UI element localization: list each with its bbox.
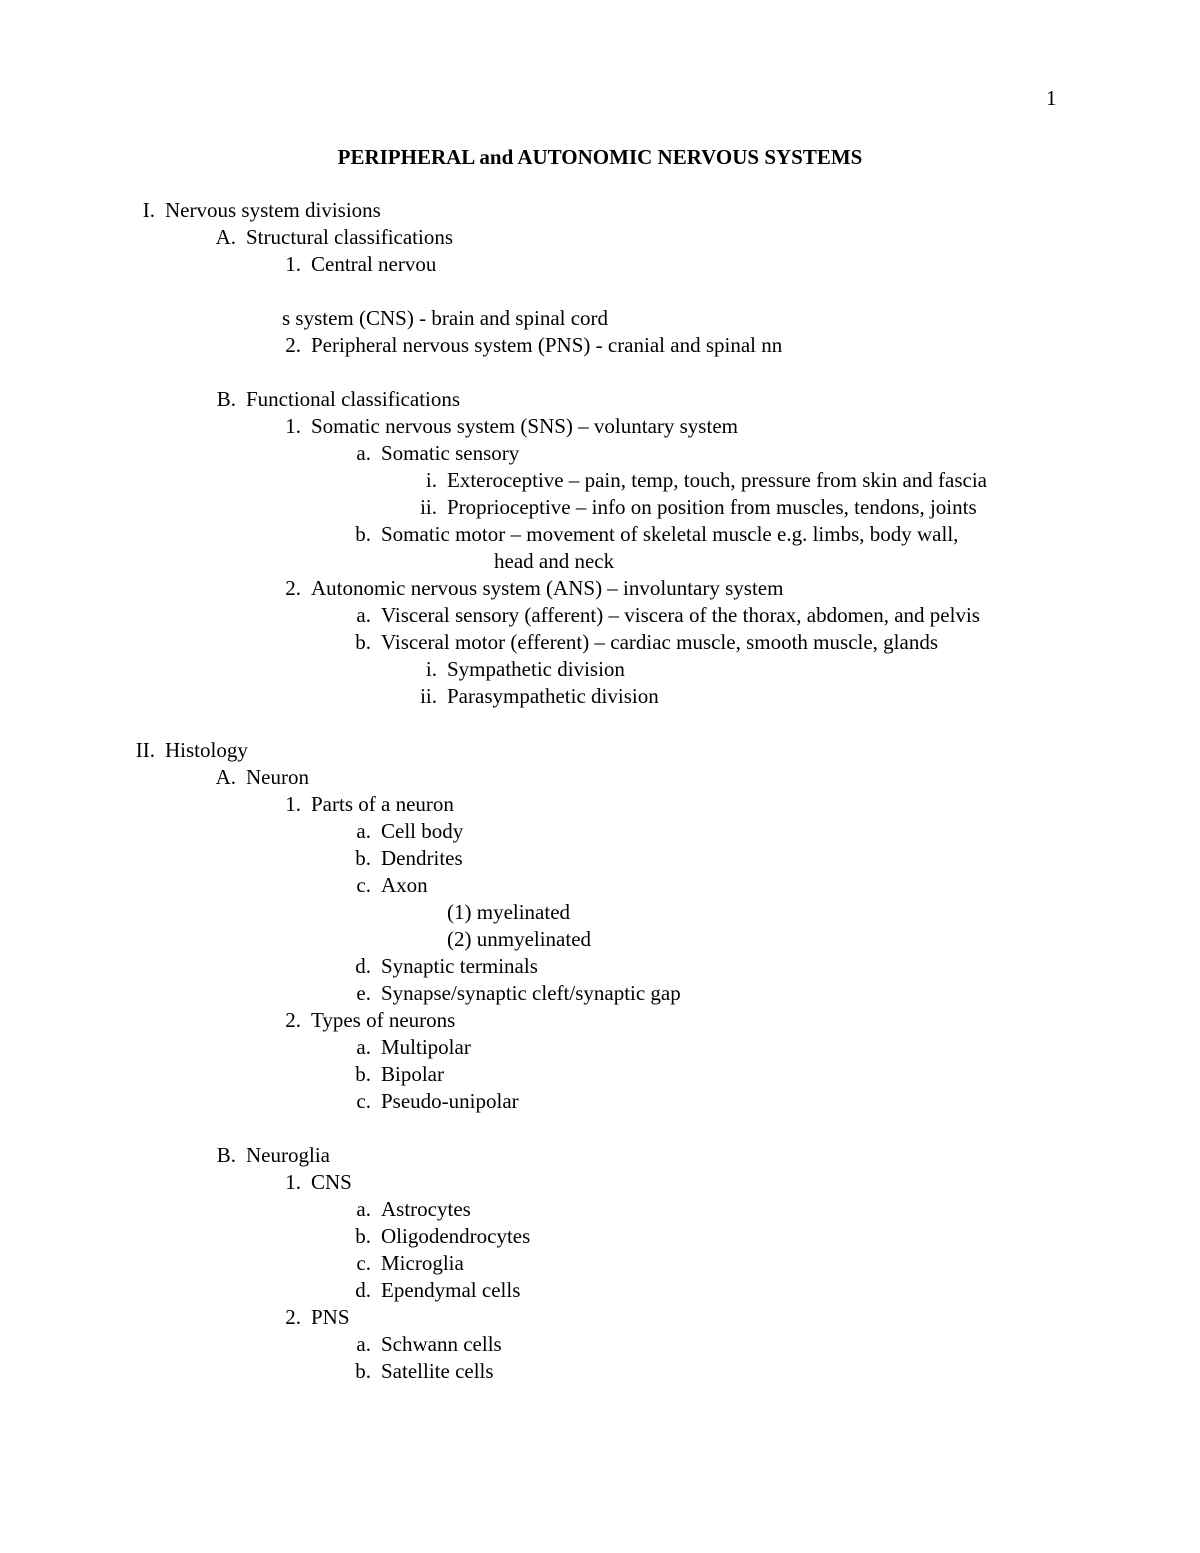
outline-marker: b. [355,1224,371,1248]
outline-line [283,575,783,602]
outline-line [353,629,938,656]
outline-line [353,602,980,629]
outline-line [412,467,987,494]
outline-marker: c. [356,873,371,897]
outline-marker: B. [216,1143,236,1167]
outline-line [353,1223,530,1250]
outline-text: Parts of a neuron [311,792,454,816]
outline-marker: b. [355,1359,371,1383]
outline-line [133,737,248,764]
outline-line [353,818,463,845]
outline-marker: d. [355,1278,371,1302]
outline-line [283,413,738,440]
outline-marker: 2. [285,1305,301,1329]
outline-text: PNS [311,1305,350,1329]
outline-line [283,1304,350,1331]
outline-text: Synaptic terminals [381,954,538,978]
outline-text: Types of neurons [311,1008,456,1032]
outline-line [283,332,782,359]
outline-marker: c. [356,1251,371,1275]
outline-marker: 2. [285,1008,301,1032]
outline-text: Axon [381,873,428,897]
outline-line [353,1358,494,1385]
outline-marker: II. [135,738,155,762]
outline-line [214,764,309,791]
outline-text: Pseudo-unipolar [381,1089,519,1113]
outline-text: Astrocytes [381,1197,471,1221]
outline-text: head and neck [494,549,615,573]
outline-marker: 1. [285,414,301,438]
outline-line [412,683,659,710]
outline-text: Nervous system divisions [165,198,381,222]
outline-line [353,1061,444,1088]
outline-marker: A. [215,765,236,789]
outline-marker: i. [425,468,437,492]
outline-text: Ependymal cells [381,1278,521,1302]
outline-line [353,1088,519,1115]
outline-marker: 1. [285,1170,301,1194]
outline-marker: a. [356,1197,371,1221]
outline-marker: 1. [285,792,301,816]
outline-marker: i. [425,657,437,681]
outline-text: Satellite cells [381,1359,494,1383]
outline-text: Parasympathetic division [447,684,659,708]
outline-line [283,791,454,818]
outline-line [283,1007,455,1034]
outline-text: Visceral sensory (afferent) – viscera of the thorax, abdomen, and pelvis [381,603,980,627]
outline-marker: b. [355,630,371,654]
outline-line [353,1277,520,1304]
outline-line [494,548,614,575]
outline-text: CNS [311,1170,352,1194]
outline-text: Autonomic nervous system (ANS) – involuntary system [311,576,784,600]
outline-marker: 1. [285,252,301,276]
outline-text: Exteroceptive – pain, temp, touch, pressure from skin and fascia [447,468,987,492]
outline-line [353,521,958,548]
outline-line [353,872,428,899]
outline-marker: 2. [285,576,301,600]
outline-line [412,494,977,521]
outline-marker: b. [355,522,371,546]
outline-line [353,953,538,980]
outline-marker: 2. [285,333,301,357]
outline-text: Multipolar [381,1035,471,1059]
outline-text: Neuron [246,765,309,789]
outline-marker: ii. [420,495,437,519]
outline-line [133,197,381,224]
outline-line [214,386,460,413]
outline-line [353,440,519,467]
outline-marker: b. [355,846,371,870]
outline-text: (2) unmyelinated [447,927,592,951]
outline-text: Cell body [381,819,464,843]
outline-marker: I. [142,198,155,222]
outline-marker: e. [356,981,371,1005]
outline-marker: c. [356,1089,371,1113]
page-number: 1 [1046,86,1057,110]
outline-text: Somatic nervous system (SNS) – voluntary system [311,414,738,438]
outline-text: Functional classifications [246,387,461,411]
outline-line [353,1034,471,1061]
outline-text: Somatic sensory [381,441,520,465]
outline-text: Synapse/synaptic cleft/synaptic gap [381,981,681,1005]
outline-line [353,845,463,872]
outline-marker: A. [215,225,236,249]
outline-line [282,305,608,332]
outline-marker: a. [356,819,371,843]
outline-marker: ii. [420,684,437,708]
outline-marker: d. [355,954,371,978]
outline-text: Visceral motor (efferent) – cardiac muscle, smooth muscle, glands [381,630,938,654]
outline-marker: a. [356,1332,371,1356]
outline-text: Histology [165,738,248,762]
outline-line [447,899,570,926]
outline-text: Proprioceptive – info on position from muscles, tendons, joints [447,495,977,519]
outline-marker: b. [355,1062,371,1086]
outline-text: Schwann cells [381,1332,502,1356]
outline-line [353,1250,464,1277]
outline-text: Neuroglia [246,1143,330,1167]
outline-marker: a. [356,441,371,465]
document-title: PERIPHERAL and AUTONOMIC NERVOUS SYSTEMS [337,145,863,169]
outline-marker: a. [356,1035,371,1059]
outline-text: Central nervou [311,252,437,276]
outline-line [283,1169,352,1196]
outline-line [214,224,453,251]
outline-line [353,1196,471,1223]
outline-line [412,656,625,683]
outline-line [447,926,591,953]
outline-text: Dendrites [381,846,463,870]
outline-marker: B. [216,387,236,411]
outline-text: Microglia [381,1251,464,1275]
outline-text: Bipolar [381,1062,444,1086]
outline-line [214,1142,330,1169]
outline-text: Oligodendrocytes [381,1224,531,1248]
outline-line [283,251,436,278]
outline-text: s system (CNS) - brain and spinal cord [282,306,609,330]
outline-line [353,980,681,1007]
outline-text: Structural classifications [246,225,454,249]
outline-text: Peripheral nervous system (PNS) - cranial and spinal nn [311,333,783,357]
outline-text: Sympathetic division [447,657,625,681]
outline-text: Somatic motor – movement of skeletal muscle e.g. limbs, body wall, [381,522,959,546]
outline-marker: a. [356,603,371,627]
outline-text: (1) myelinated [447,900,571,924]
outline-line [353,1331,502,1358]
